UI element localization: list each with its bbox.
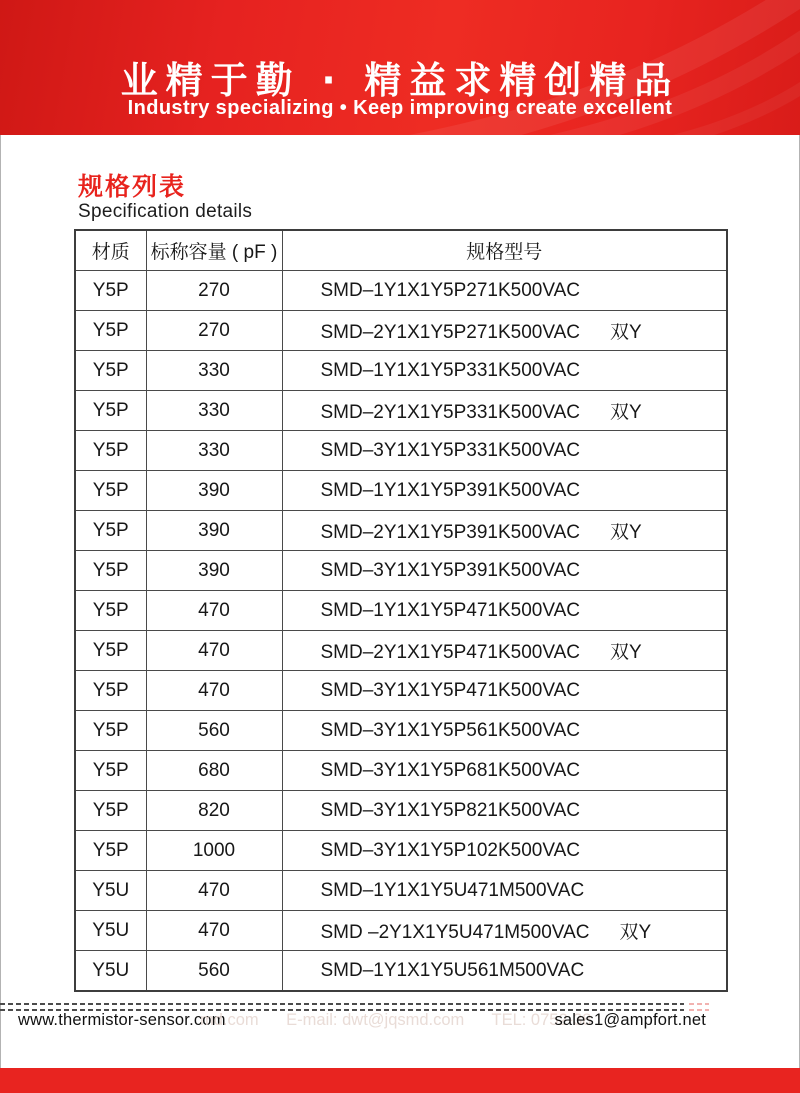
table-row <box>75 311 727 351</box>
footer-website-link[interactable]: www.thermistor-sensor.com <box>18 1011 226 1029</box>
cell-model <box>282 711 727 751</box>
cell-model <box>282 591 727 631</box>
table-row <box>75 711 727 751</box>
footer-red-bar <box>0 1068 800 1093</box>
cell-model <box>282 391 727 431</box>
spec-table <box>74 229 728 992</box>
model-text: SMD –2Y1X1Y5U471M500VAC <box>320 922 590 943</box>
table-row <box>75 951 727 992</box>
cell-model <box>282 671 727 711</box>
cell-material: Y5P <box>75 391 146 431</box>
cell-capacitance: 330 <box>146 391 282 431</box>
cell-model <box>282 511 727 551</box>
banner-slogan-chinese: 业精于勤 · 精益求精创精品 <box>120 59 680 102</box>
cell-material: Y5P <box>75 671 146 711</box>
cell-capacitance: 390 <box>146 471 282 511</box>
cell-material: Y5P <box>75 311 146 351</box>
cell-capacitance: 470 <box>146 911 282 951</box>
model-text: SMD–1Y1X1Y5P271K500VAC <box>320 279 580 301</box>
model-text: SMD–2Y1X1Y5P391K500VAC <box>320 522 580 543</box>
cell-capacitance: 470 <box>146 591 282 631</box>
footer-divider-red-remnant <box>689 1003 709 1011</box>
cell-model <box>282 791 727 831</box>
footer-divider-dashed <box>0 1003 684 1011</box>
table-row <box>75 671 727 711</box>
table-row <box>75 871 727 911</box>
cell-material: Y5P <box>75 551 146 591</box>
cell-capacitance: 390 <box>146 551 282 591</box>
cell-material: Y5U <box>75 911 146 951</box>
cell-capacitance: 390 <box>146 511 282 551</box>
model-text: SMD–2Y1X1Y5P471K500VAC <box>320 642 580 663</box>
cell-model <box>282 951 727 992</box>
cell-material: Y5U <box>75 951 146 992</box>
cell-material: Y5P <box>75 791 146 831</box>
cell-model <box>282 271 727 311</box>
table-row <box>75 511 727 551</box>
model-text: SMD–1Y1X1Y5P471K500VAC <box>320 599 580 621</box>
section-title-english: Specification details <box>78 201 253 222</box>
cell-model <box>282 351 727 391</box>
model-text: SMD–1Y1X1Y5P331K500VAC <box>320 359 580 381</box>
cell-material: Y5U <box>75 871 146 911</box>
cell-capacitance: 680 <box>146 751 282 791</box>
cell-model <box>282 431 727 471</box>
model-text: SMD–3Y1X1Y5P331K500VAC <box>320 439 580 461</box>
cell-material: Y5P <box>75 471 146 511</box>
cell-model <box>282 911 727 951</box>
cell-model <box>282 471 727 511</box>
cell-model <box>282 311 727 351</box>
cell-material: Y5P <box>75 271 146 311</box>
cell-capacitance: 1000 <box>146 831 282 871</box>
model-text: SMD–3Y1X1Y5P391K500VAC <box>320 559 580 581</box>
table-row <box>75 391 727 431</box>
table-row <box>75 551 727 591</box>
header-model: 规格型号 <box>282 230 727 271</box>
cell-capacitance: 270 <box>146 271 282 311</box>
cell-material: Y5P <box>75 831 146 871</box>
model-note: 双Y <box>609 642 642 663</box>
cell-capacitance: 470 <box>146 631 282 671</box>
cell-material: Y5P <box>75 711 146 751</box>
model-text: SMD–3Y1X1Y5P561K500VAC <box>320 719 580 741</box>
section-title-chinese: 规格列表 <box>78 173 187 201</box>
header-material: 材质 <box>75 230 146 271</box>
cell-capacitance: 330 <box>146 431 282 471</box>
cell-capacitance: 820 <box>146 791 282 831</box>
model-note: 双Y <box>609 322 642 343</box>
cell-capacitance: 330 <box>146 351 282 391</box>
footer-ghost-text: md.com E-mail: dwt@jqsmd.com TEL: 0752-38 <box>200 1011 592 1029</box>
table-row <box>75 271 727 311</box>
model-note: 双Y <box>609 522 642 543</box>
spec-table-body <box>75 271 727 992</box>
cell-material: Y5P <box>75 631 146 671</box>
table-row <box>75 471 727 511</box>
cell-capacitance: 270 <box>146 311 282 351</box>
cell-material: Y5P <box>75 431 146 471</box>
cell-capacitance: 470 <box>146 671 282 711</box>
cell-model <box>282 551 727 591</box>
cell-model <box>282 831 727 871</box>
table-header-row <box>75 230 727 271</box>
cell-model <box>282 631 727 671</box>
cell-material: Y5P <box>75 511 146 551</box>
footer-email-link[interactable]: sales1@ampfort.net <box>554 1011 706 1029</box>
table-row <box>75 911 727 951</box>
model-text: SMD–3Y1X1Y5P471K500VAC <box>320 679 580 701</box>
model-text: SMD–3Y1X1Y5P681K500VAC <box>320 759 580 781</box>
model-text: SMD–2Y1X1Y5P331K500VAC <box>320 402 580 423</box>
table-row <box>75 831 727 871</box>
cell-capacitance: 470 <box>146 871 282 911</box>
cell-model <box>282 871 727 911</box>
table-row <box>75 751 727 791</box>
table-row <box>75 791 727 831</box>
model-text: SMD–1Y1X1Y5P391K500VAC <box>320 479 580 501</box>
model-text: SMD–3Y1X1Y5P821K500VAC <box>320 799 580 821</box>
table-row <box>75 591 727 631</box>
table-row <box>75 351 727 391</box>
cell-material: Y5P <box>75 751 146 791</box>
model-text: SMD–2Y1X1Y5P271K500VAC <box>320 322 580 343</box>
model-text: SMD–1Y1X1Y5U471M500VAC <box>320 879 585 901</box>
banner-slogan-english: Industry specializing • Keep improving create excellent <box>127 97 673 119</box>
page-left-edge <box>0 135 1 1093</box>
cell-capacitance: 560 <box>146 711 282 751</box>
cell-model <box>282 751 727 791</box>
cell-material: Y5P <box>75 351 146 391</box>
header-capacitance: 标称容量 ( pF ) <box>146 230 282 271</box>
table-row <box>75 631 727 671</box>
header-banner <box>0 0 800 135</box>
cell-material: Y5P <box>75 591 146 631</box>
model-note: 双Y <box>619 922 652 943</box>
model-text: SMD–1Y1X1Y5U561M500VAC <box>320 959 585 981</box>
cell-capacitance: 560 <box>146 951 282 992</box>
model-text: SMD–3Y1X1Y5P102K500VAC <box>320 839 580 861</box>
model-note: 双Y <box>609 402 642 423</box>
table-row <box>75 431 727 471</box>
